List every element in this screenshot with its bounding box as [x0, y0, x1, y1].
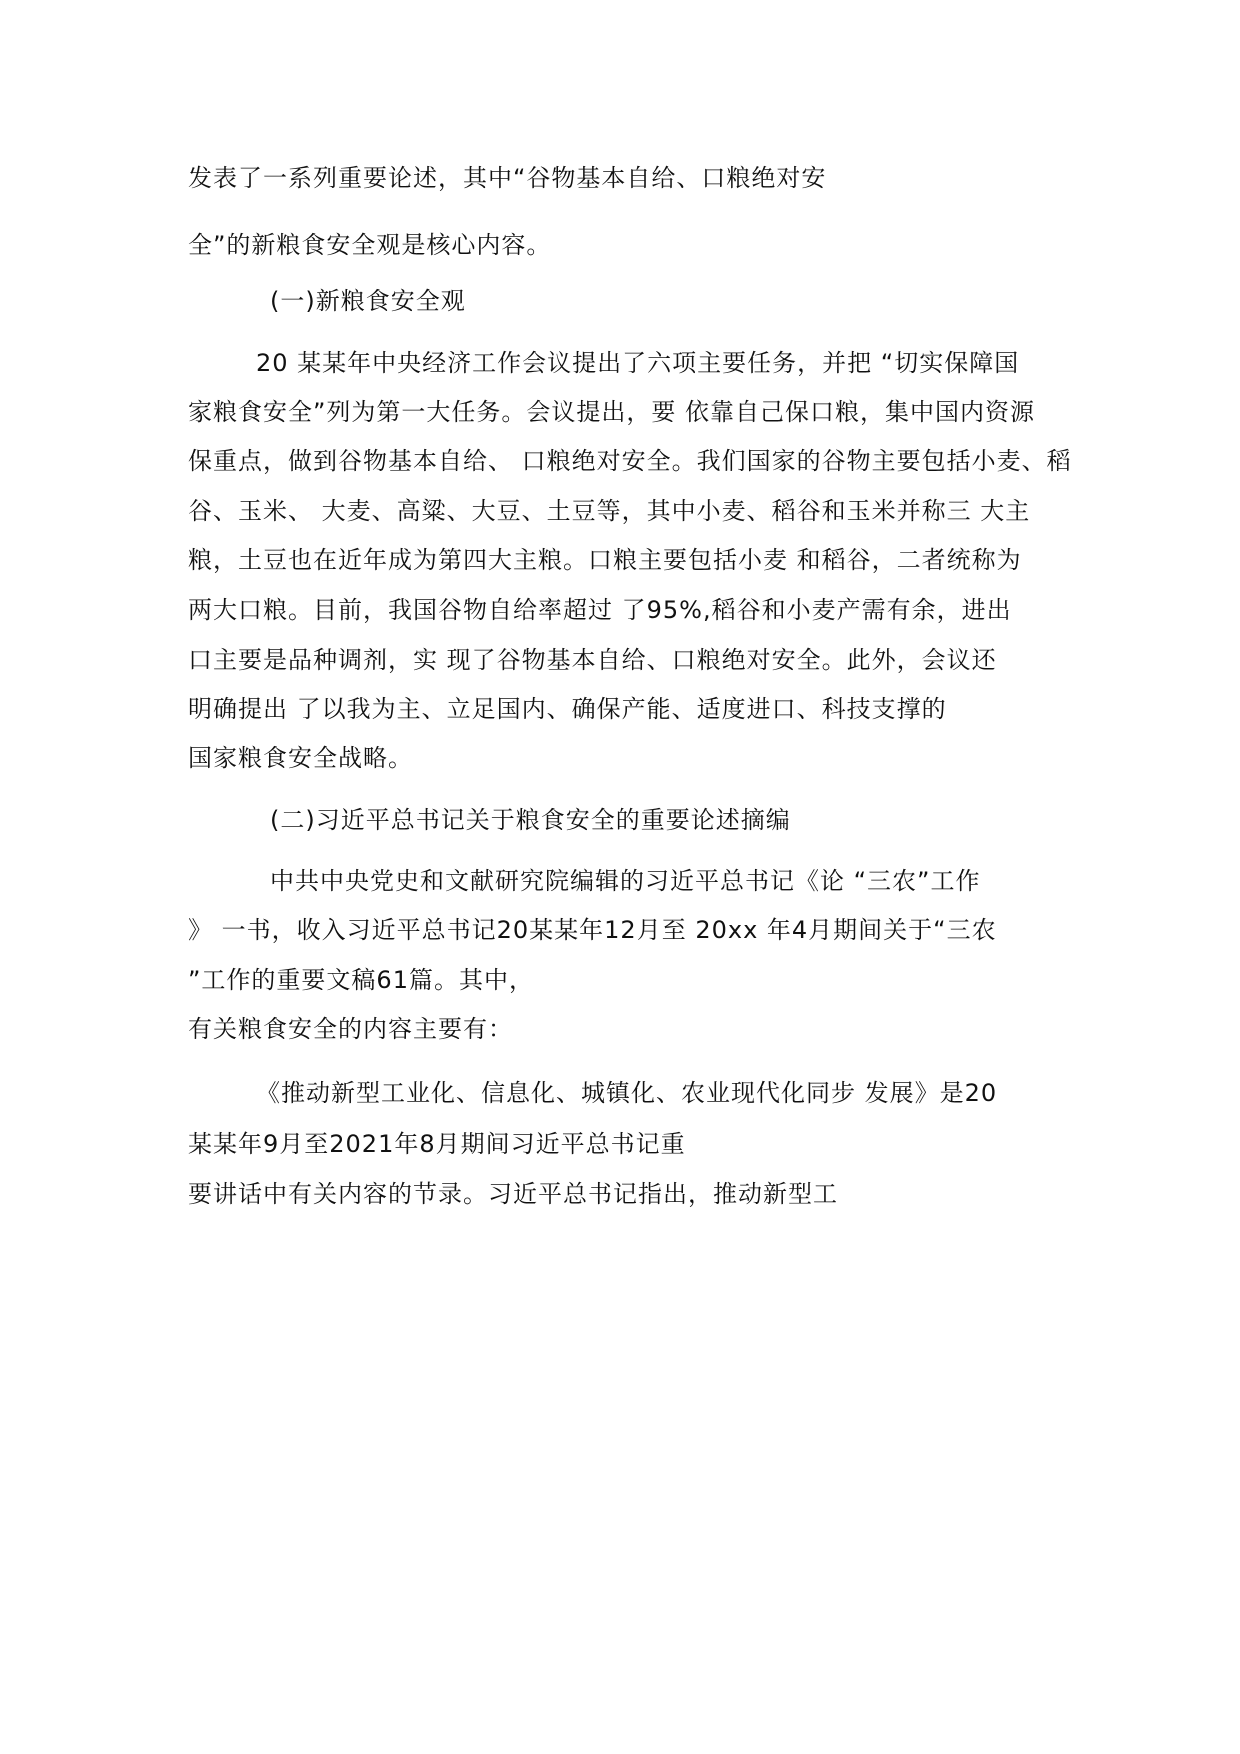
paragraph-line: 谷、玉米、 大麦、高粱、大豆、土豆等，其中小麦、稻谷和玉米并称三 大主: [188, 497, 1031, 525]
paragraph-line: 发表了一系列重要论述，其中“谷物基本自给、口粮绝对安: [188, 164, 827, 192]
paragraph-line: 国家粮食安全战略。: [188, 744, 413, 772]
paragraph-line: 粮，土豆也在近年成为第四大主粮。口粮主要包括小麦 和稻谷，二者统称为: [188, 546, 1022, 574]
paragraph-line: ”工作的重要文稿61篇。其中，: [188, 966, 534, 994]
paragraph-line: 有关粮食安全的内容主要有：: [188, 1015, 513, 1043]
paragraph-line: 《推动新型工业化、信息化、城镇化、农业现代化同步 发展》是20: [256, 1079, 998, 1107]
paragraph-line: 明确提出 了以我为主、立足国内、确保产能、适度进口、科技支撑的: [188, 695, 947, 723]
paragraph-line: 20 某某年中央经济工作会议提出了六项主要任务，并把 “切实保障国: [256, 349, 1020, 377]
paragraph-line: 中共中央党史和文献研究院编辑的习近平总书记《论 “三农”工作: [270, 867, 981, 895]
paragraph-line: 要讲话中有关内容的节录。习近平总书记指出，推动新型工: [188, 1180, 838, 1208]
paragraph-line: 家粮食安全”列为第一大任务。会议提出，要 依靠自己保口粮，集中国内资源: [188, 398, 1036, 426]
section-heading: (一)新粮食安全观: [270, 287, 466, 315]
paragraph-line: 某某年9月至2021年8月期间习近平总书记重: [188, 1130, 686, 1158]
paragraph-line: 保重点，做到谷物基本自给、 口粮绝对安全。我们国家的谷物主要包括小麦、稻: [188, 447, 1072, 475]
paragraph-line: 全”的新粮食安全观是核心内容。: [188, 231, 552, 259]
paragraph-line: 口主要是品种调剂，实 现了谷物基本自给、口粮绝对安全。此外，会议还: [188, 646, 997, 674]
paragraph-line: 》 一书，收入习近平总书记20某某年12月至 20xx 年4月期间关于“三农: [188, 916, 997, 944]
paragraph-line: 两大口粮。目前，我国谷物自给率超过 了95%,稻谷和小麦产需有余，进出: [188, 596, 1012, 624]
section-heading: (二)习近平总书记关于粮食安全的重要论述摘编: [270, 806, 791, 834]
